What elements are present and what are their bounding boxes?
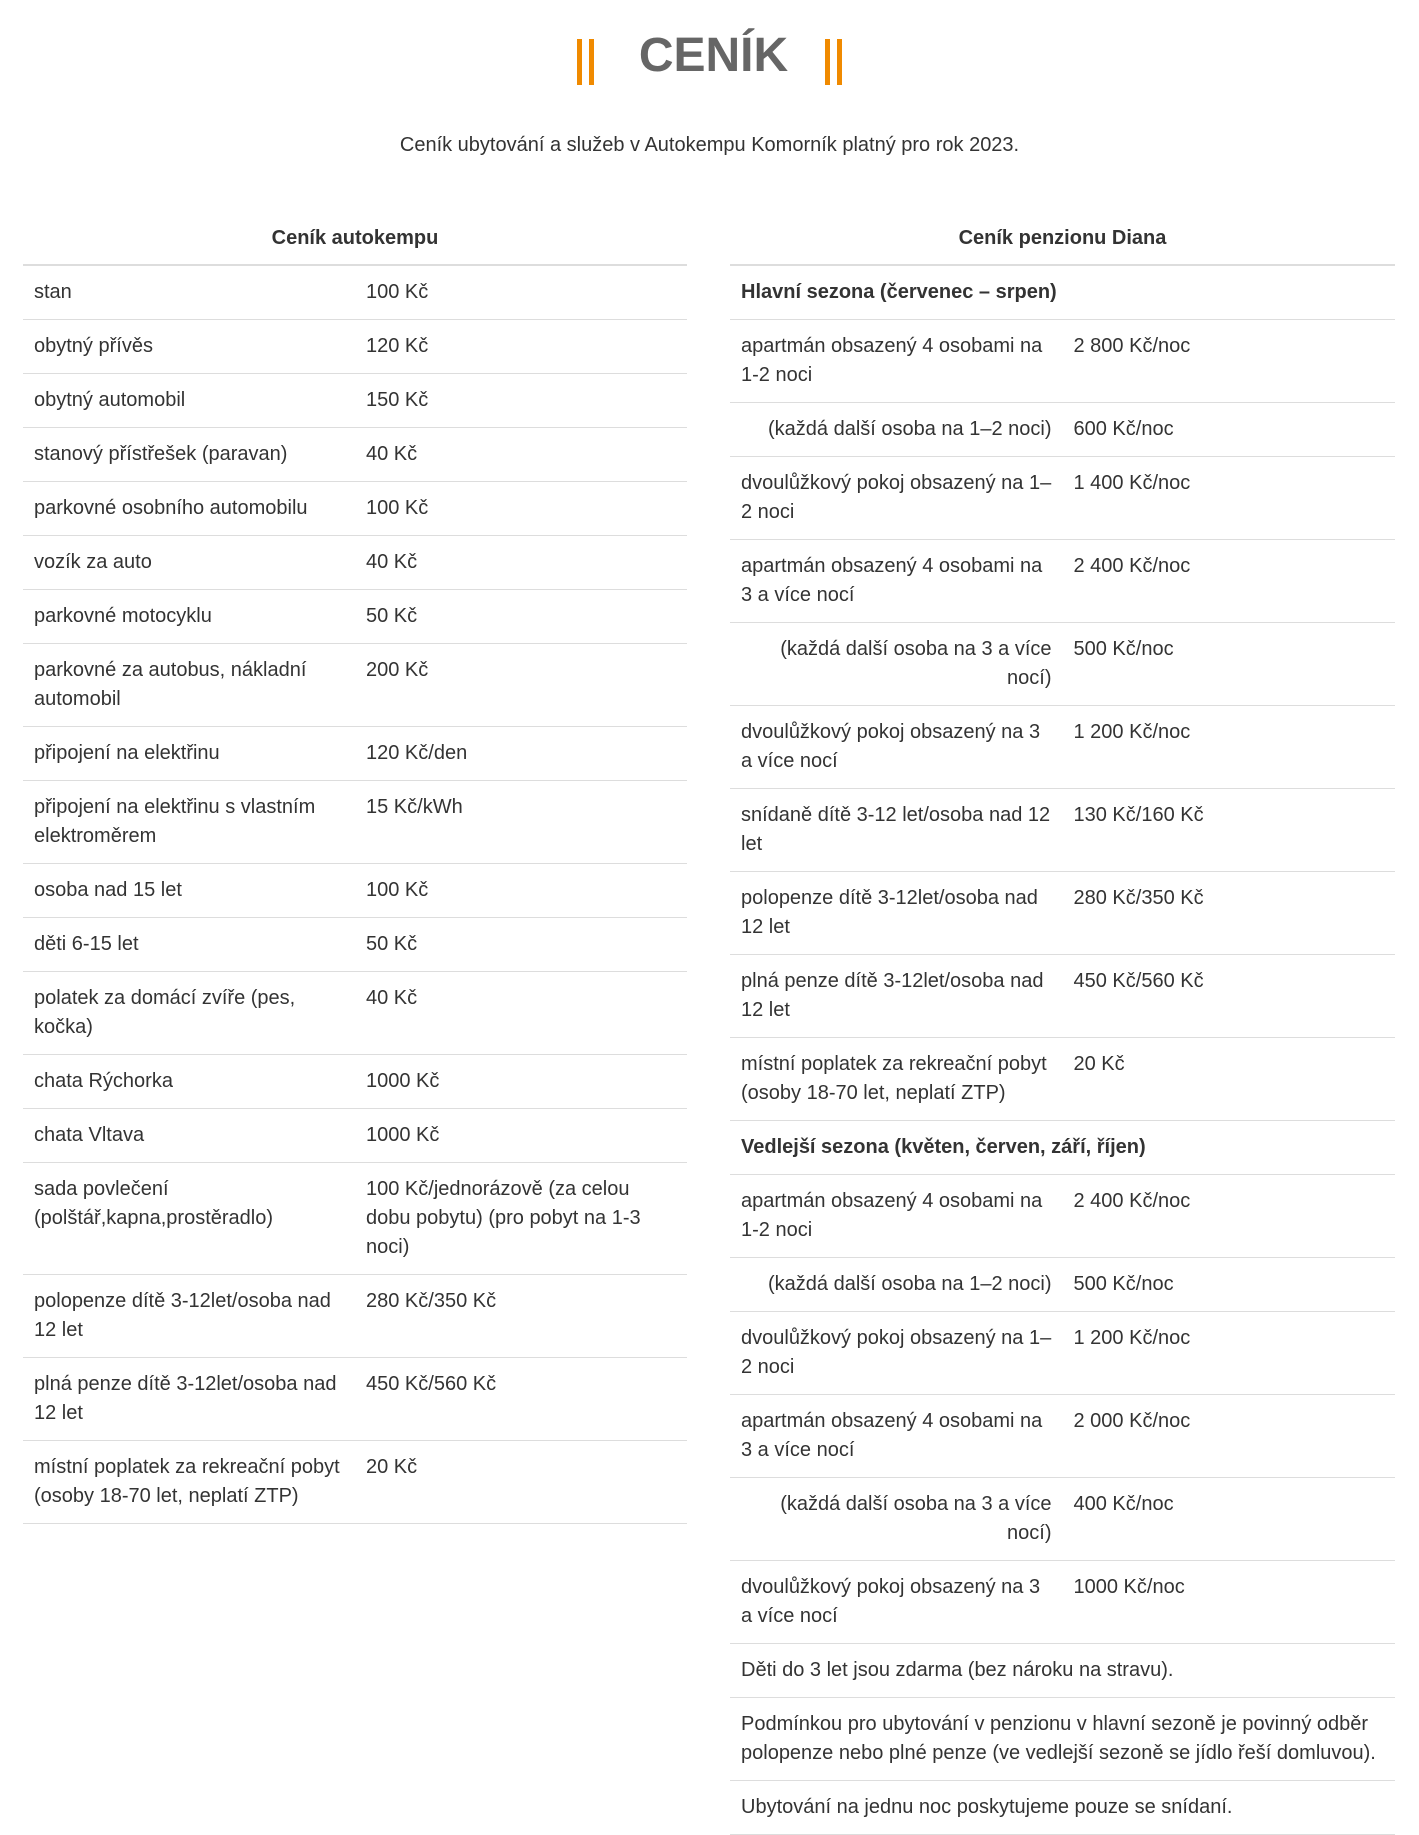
item-price: 2 400 Kč/noc xyxy=(1063,1175,1396,1258)
item-label: (každá další osoba na 1–2 noci) xyxy=(730,1258,1063,1312)
season-heading-row xyxy=(730,265,1395,320)
page-title: CENÍK xyxy=(638,29,789,82)
item-price: 100 Kč/jednorázově (za celou dobu pobytu) (pro pobyt na 1-3 noci) xyxy=(355,1163,687,1275)
pension-price-table xyxy=(730,212,1395,1835)
item-label: sada povlečení (polštář,kapna,prostěradlo) xyxy=(23,1163,355,1275)
table-row xyxy=(730,955,1395,1038)
table-row xyxy=(730,1561,1395,1644)
item-price: 500 Kč/noc xyxy=(1063,1258,1396,1312)
table-row xyxy=(23,482,687,536)
table-row xyxy=(23,1163,687,1275)
season-heading: Vedlejší sezona (květen, červen, září, říjen) xyxy=(730,1121,1395,1175)
item-label: stan xyxy=(23,265,355,320)
item-price: 1 200 Kč/noc xyxy=(1063,706,1396,789)
item-label: apartmán obsazený 4 osobami na 1-2 noci xyxy=(730,320,1063,403)
table-row xyxy=(730,789,1395,872)
table-row xyxy=(23,536,687,590)
item-label: parkovné osobního automobilu xyxy=(23,482,355,536)
table-row xyxy=(730,623,1395,706)
note-row xyxy=(730,1781,1395,1835)
item-price: 500 Kč/noc xyxy=(1063,623,1396,706)
table-row xyxy=(730,1395,1395,1478)
table-row xyxy=(23,374,687,428)
pension-table-heading: Ceník penzionu Diana xyxy=(730,212,1395,265)
table-row xyxy=(730,457,1395,540)
item-label: stanový přístřešek (paravan) xyxy=(23,428,355,482)
table-row xyxy=(23,1109,687,1163)
table-row xyxy=(23,1275,687,1358)
item-price: 2 000 Kč/noc xyxy=(1063,1395,1396,1478)
table-row xyxy=(23,644,687,727)
table-row xyxy=(23,864,687,918)
item-label: (každá další osoba na 3 a více nocí) xyxy=(730,1478,1063,1561)
table-row xyxy=(23,972,687,1055)
page-subtitle: Ceník ubytování a služeb v Autokempu Komorník platný pro rok 2023. xyxy=(399,134,1020,156)
table-row xyxy=(730,320,1395,403)
item-label: (každá další osoba na 3 a více nocí) xyxy=(730,623,1063,706)
left-bars-icon xyxy=(577,39,594,85)
season-heading-row xyxy=(730,1121,1395,1175)
note-text: Ubytování na jednu noc poskytujeme pouze se snídaní. xyxy=(730,1781,1395,1835)
item-label: parkovné motocyklu xyxy=(23,590,355,644)
table-row xyxy=(730,1258,1395,1312)
item-label: apartmán obsazený 4 osobami na 3 a více nocí xyxy=(730,540,1063,623)
item-price: 40 Kč xyxy=(355,972,687,1055)
item-label: obytný automobil xyxy=(23,374,355,428)
table-row xyxy=(730,403,1395,457)
item-label: děti 6-15 let xyxy=(23,918,355,972)
item-label: místní poplatek za rekreační pobyt (osoby 18-70 let, neplatí ZTP) xyxy=(23,1441,355,1524)
season-heading: Hlavní sezona (červenec – srpen) xyxy=(730,265,1395,320)
item-label: připojení na elektřinu s vlastním elektroměrem xyxy=(23,781,355,864)
item-price: 50 Kč xyxy=(355,590,687,644)
item-label: dvoulůžkový pokoj obsazený na 3 a více nocí xyxy=(730,1561,1063,1644)
page-header xyxy=(0,26,1419,86)
item-price: 450 Kč/560 Kč xyxy=(1063,955,1396,1038)
item-price: 15 Kč/kWh xyxy=(355,781,687,864)
item-label: (každá další osoba na 1–2 noci) xyxy=(730,403,1063,457)
item-label: apartmán obsazený 4 osobami na 3 a více nocí xyxy=(730,1395,1063,1478)
camp-price-table xyxy=(23,212,687,1524)
item-price: 100 Kč xyxy=(355,864,687,918)
note-text: Podmínkou pro ubytování v penzionu v hlavní sezoně je povinný odběr polopenze nebo plné penze (ve vedlejší sezoně se jídlo řeší domluvou). xyxy=(730,1698,1395,1781)
item-label: apartmán obsazený 4 osobami na 1-2 noci xyxy=(730,1175,1063,1258)
item-label: vozík za auto xyxy=(23,536,355,590)
item-label: chata Rýchorka xyxy=(23,1055,355,1109)
item-price: 2 400 Kč/noc xyxy=(1063,540,1396,623)
item-price: 100 Kč xyxy=(355,265,687,320)
item-label: parkovné za autobus, nákladní automobil xyxy=(23,644,355,727)
item-label: plná penze dítě 3-12let/osoba nad 12 let xyxy=(730,955,1063,1038)
item-price: 120 Kč xyxy=(355,320,687,374)
item-label: osoba nad 15 let xyxy=(23,864,355,918)
table-row xyxy=(730,540,1395,623)
note-row xyxy=(730,1644,1395,1698)
item-price: 1 400 Kč/noc xyxy=(1063,457,1396,540)
item-price: 20 Kč xyxy=(1063,1038,1396,1121)
item-price: 200 Kč xyxy=(355,644,687,727)
table-row xyxy=(730,706,1395,789)
item-label: dvoulůžkový pokoj obsazený na 1–2 noci xyxy=(730,457,1063,540)
table-row xyxy=(23,265,687,320)
item-price: 40 Kč xyxy=(355,536,687,590)
table-row xyxy=(23,428,687,482)
item-label: plná penze dítě 3-12let/osoba nad 12 let xyxy=(23,1358,355,1441)
table-row xyxy=(23,1055,687,1109)
item-price: 130 Kč/160 Kč xyxy=(1063,789,1396,872)
item-label: připojení na elektřinu xyxy=(23,727,355,781)
item-price: 600 Kč/noc xyxy=(1063,403,1396,457)
item-price: 280 Kč/350 Kč xyxy=(355,1275,687,1358)
item-price: 280 Kč/350 Kč xyxy=(1063,872,1396,955)
item-label: polopenze dítě 3-12let/osoba nad 12 let xyxy=(23,1275,355,1358)
table-row xyxy=(730,1478,1395,1561)
right-bars-icon xyxy=(825,39,842,85)
item-price: 1 200 Kč/noc xyxy=(1063,1312,1396,1395)
item-price: 1000 Kč xyxy=(355,1055,687,1109)
item-price: 40 Kč xyxy=(355,428,687,482)
table-row xyxy=(23,781,687,864)
table-row xyxy=(23,1358,687,1441)
item-price: 50 Kč xyxy=(355,918,687,972)
item-price: 20 Kč xyxy=(355,1441,687,1524)
item-price: 1000 Kč xyxy=(355,1109,687,1163)
item-price: 450 Kč/560 Kč xyxy=(355,1358,687,1441)
item-price: 120 Kč/den xyxy=(355,727,687,781)
item-price: 150 Kč xyxy=(355,374,687,428)
item-price: 2 800 Kč/noc xyxy=(1063,320,1396,403)
table-row xyxy=(23,727,687,781)
camp-table-heading: Ceník autokempu xyxy=(23,212,687,265)
item-label: chata Vltava xyxy=(23,1109,355,1163)
table-row xyxy=(23,320,687,374)
table-row xyxy=(730,872,1395,955)
item-label: obytný přívěs xyxy=(23,320,355,374)
table-row xyxy=(730,1038,1395,1121)
note-row xyxy=(730,1698,1395,1781)
table-row xyxy=(730,1175,1395,1258)
table-row xyxy=(23,1441,687,1524)
item-price: 100 Kč xyxy=(355,482,687,536)
item-price: 400 Kč/noc xyxy=(1063,1478,1396,1561)
item-label: polatek za domácí zvíře (pes, kočka) xyxy=(23,972,355,1055)
item-label: dvoulůžkový pokoj obsazený na 1–2 noci xyxy=(730,1312,1063,1395)
table-row xyxy=(23,590,687,644)
table-row xyxy=(23,918,687,972)
table-row xyxy=(730,1312,1395,1395)
item-label: polopenze dítě 3-12let/osoba nad 12 let xyxy=(730,872,1063,955)
item-label: místní poplatek za rekreační pobyt (osoby 18-70 let, neplatí ZTP) xyxy=(730,1038,1063,1121)
note-text: Děti do 3 let jsou zdarma (bez nároku na stravu). xyxy=(730,1644,1395,1698)
item-price: 1000 Kč/noc xyxy=(1063,1561,1396,1644)
item-label: snídaně dítě 3-12 let/osoba nad 12 let xyxy=(730,789,1063,872)
item-label: dvoulůžkový pokoj obsazený na 3 a více nocí xyxy=(730,706,1063,789)
